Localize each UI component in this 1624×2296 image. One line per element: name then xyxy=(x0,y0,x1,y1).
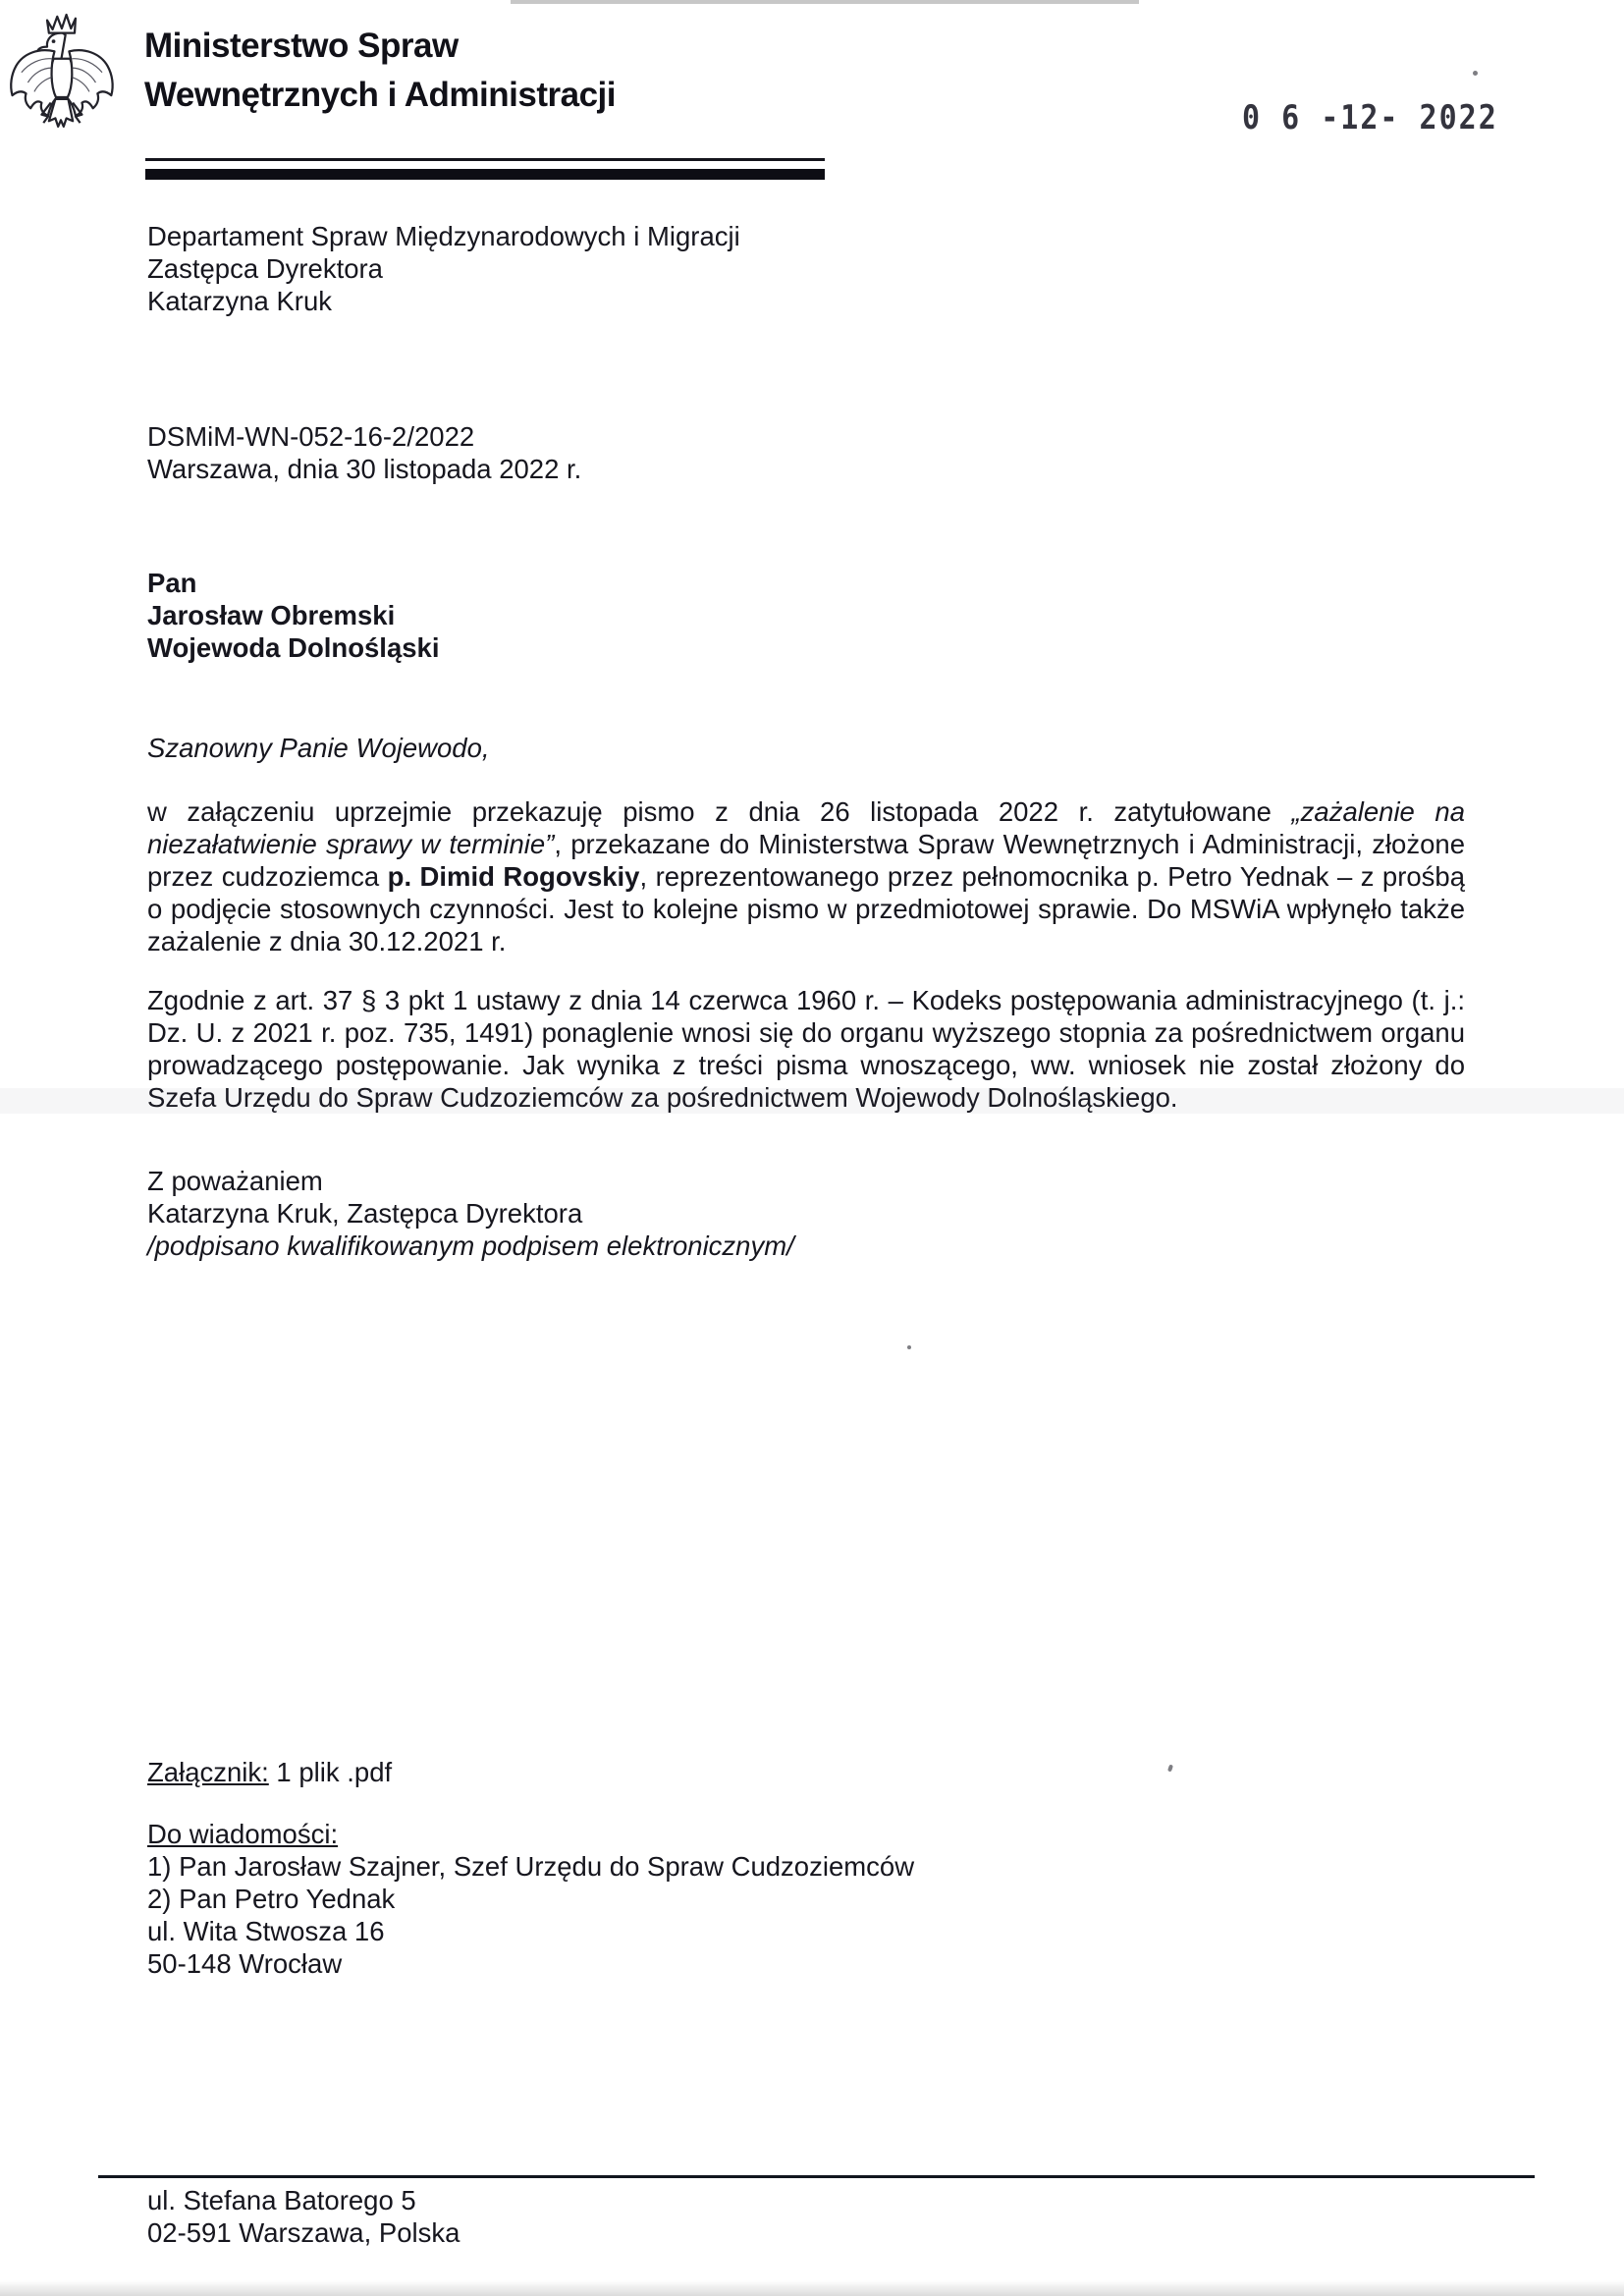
cc-label: Do wiadomości: xyxy=(147,1819,339,1849)
ministry-name-line2: Wewnętrznych i Administracji xyxy=(144,76,616,114)
attachment-label: Załącznik: xyxy=(147,1757,269,1787)
recipient-title: Wojewoda Dolnośląski xyxy=(147,632,440,663)
attachment-line xyxy=(147,1756,392,1788)
electronic-signature-note: /podpisano kwalifikowanym podpisem elektronicznym/ xyxy=(147,1230,794,1261)
ministry-name-line1: Ministerstwo Spraw xyxy=(144,27,459,65)
cc-item-street: ul. Wita Stwosza 16 xyxy=(147,1916,385,1946)
footer-address-line1: ul. Stefana Batorego 5 xyxy=(147,2185,416,2215)
cc-item-2: 2) Pan Petro Yednak xyxy=(147,1884,396,1914)
scan-artifact-top-edge xyxy=(511,0,1139,4)
cc-item-city: 50-148 Wrocław xyxy=(147,1948,343,1979)
cc-block xyxy=(147,1818,914,1980)
recipient-name: Jarosław Obremski xyxy=(147,600,396,630)
sender-title: Zastępca Dyrektora xyxy=(147,253,383,284)
place-and-date: Warszawa, dnia 30 listopada 2022 r. xyxy=(147,454,582,484)
body-paragraph-1: w załączeniu uprzejmie przekazuję pismo z dnia 26 listopada 2022 r. zatytułowane „zażalenie na niezałatwienie sprawy w terminie”, przekazane do Ministerstwa Spraw Wewnętrznych i Administracji, złożone przez cudzoziemca p. Dimid Rogovskiy, reprezentowanego przez pełnomocnika p. Petro Yednak – z prośbą o podjęcie stosownych czynności. Jest to kolejne pismo w przedmiotowej sprawie. Do MSWiA wpłynęło także zażalenie z dnia 30.12.2021 r. xyxy=(147,796,1466,957)
recipient-salutation-prefix: Pan xyxy=(147,568,197,598)
ministry-name xyxy=(144,22,616,120)
sender-block xyxy=(147,220,740,317)
scan-artifact-bottom-edge xyxy=(0,2280,1624,2296)
cc-item-1: 1) Pan Jarosław Szajner, Szef Urzędu do Spraw Cudzoziemców xyxy=(147,1851,915,1882)
scan-speck xyxy=(1473,71,1478,76)
body-paragraph-2: Zgodnie z art. 37 § 3 pkt 1 ustawy z dnia 14 czerwca 1960 r. – Kodeks postępowania administracyjnego (t. j.: Dz. U. z 2021 r. poz. 735, 1491) ponaglenie wnosi się do organu wyższego stopnia za pośrednictwem organu prowadzącego postępowanie. Jak wynika z treści pisma wnoszącego, ww. wniosek nie został złożony do Szefa Urzędu do Spraw Cudzoziemców za pośrednictwem Wojewody Dolnośląskiego. xyxy=(147,985,1465,1113)
header-rule-thin xyxy=(145,158,825,161)
signatory: Katarzyna Kruk, Zastępca Dyrektora xyxy=(147,1198,583,1229)
footer-address-line2: 02-591 Warszawa, Polska xyxy=(147,2217,460,2248)
greeting: Szanowny Panie Wojewodo, xyxy=(147,733,490,763)
closing-block xyxy=(147,1165,794,1262)
sender-department: Departament Spraw Międzynarodowych i Migracji xyxy=(147,221,740,251)
recipient-block xyxy=(147,567,439,664)
received-date-stamp: 0 6 -12- 2022 xyxy=(1242,98,1498,138)
footer-address xyxy=(147,2184,460,2249)
case-number: DSMiM-WN-052-16-2/2022 xyxy=(147,421,475,452)
scan-artifact-mid-band xyxy=(0,1088,1624,1114)
polish-eagle-coat-of-arms-icon xyxy=(6,4,116,136)
sender-name: Katarzyna Kruk xyxy=(147,286,333,316)
header-rule-thick xyxy=(145,169,825,180)
attachment-value: 1 plik .pdf xyxy=(268,1757,393,1787)
valediction: Z poważaniem xyxy=(147,1166,323,1196)
scan-speck xyxy=(1167,1765,1173,1773)
reference-block xyxy=(147,420,581,485)
footer-rule xyxy=(98,2175,1535,2178)
scan-speck xyxy=(907,1345,911,1349)
